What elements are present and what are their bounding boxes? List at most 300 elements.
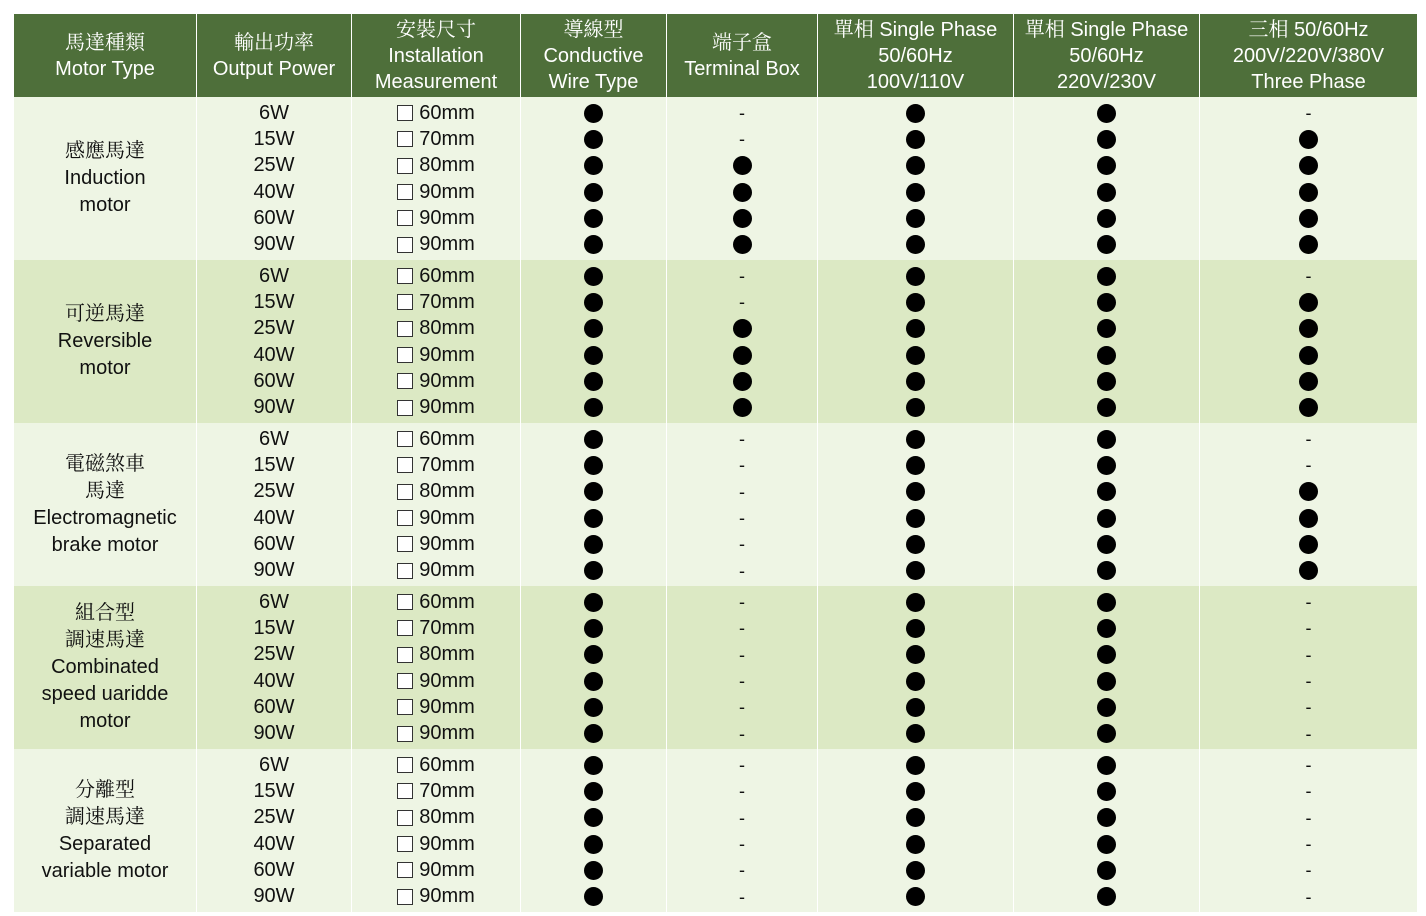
filled-dot-icon: [1097, 209, 1116, 228]
filled-dot-icon: [906, 887, 925, 906]
dash-mark: -: [1305, 781, 1312, 802]
terminal-cell: [667, 368, 817, 394]
size-value: 90mm: [419, 722, 475, 745]
checkbox-icon: [397, 400, 413, 416]
sp230-column: [1013, 749, 1199, 912]
header-output-power: 輸出功率 Output Power: [196, 14, 351, 97]
three-cell: [1200, 394, 1417, 420]
size-value: 90mm: [419, 885, 475, 908]
filled-dot-icon: [906, 398, 925, 417]
three-cell: [1200, 694, 1417, 720]
filled-dot-icon: [733, 156, 752, 175]
sp230-cell: [1014, 179, 1199, 205]
sp110-column: [817, 586, 1013, 749]
filled-dot-icon: [1097, 698, 1116, 717]
filled-dot-icon: [733, 183, 752, 202]
size-value: 80mm: [419, 806, 475, 829]
filled-dot-icon: [1097, 372, 1116, 391]
filled-dot-icon: [584, 346, 603, 365]
size-cell: [352, 126, 520, 152]
power-value: 15W: [253, 453, 295, 476]
sp110-cell: [818, 452, 1013, 478]
size-value: 90mm: [419, 695, 475, 718]
power-value: 15W: [253, 290, 295, 313]
sp230-cell: [1014, 668, 1199, 694]
filled-dot-icon: [584, 535, 603, 554]
sp110-cell: [818, 752, 1013, 778]
size-value: 60mm: [419, 101, 475, 124]
dash-mark: -: [1305, 592, 1312, 613]
sp230-cell: [1014, 153, 1199, 179]
size-cell: [352, 368, 520, 394]
sp230-cell: [1014, 778, 1199, 804]
checkbox-icon: [397, 810, 413, 826]
power-value: 60W: [253, 532, 295, 555]
size-cell: [352, 100, 520, 126]
size-cell: [352, 179, 520, 205]
filled-dot-icon: [1299, 482, 1318, 501]
filled-dot-icon: [1097, 672, 1116, 691]
dash-mark: -: [1305, 834, 1312, 855]
size-value: 80mm: [419, 317, 475, 340]
conductive-cell: [521, 205, 666, 231]
dash-mark: -: [739, 103, 745, 124]
dash-mark: -: [739, 886, 745, 907]
sp110-cell: [818, 316, 1013, 342]
sp110-column: [817, 97, 1013, 260]
size-cell: [352, 505, 520, 531]
sp110-cell: [818, 615, 1013, 641]
power-value: 90W: [253, 233, 295, 256]
three-cell: [1200, 231, 1417, 257]
filled-dot-icon: [906, 672, 925, 691]
filled-dot-icon: [1097, 724, 1116, 743]
sp110-cell: [818, 289, 1013, 315]
power-value: 25W: [253, 806, 295, 829]
dash-mark: -: [739, 292, 745, 313]
sp110-cell: [818, 720, 1013, 746]
sp230-cell: [1014, 883, 1199, 909]
sp110-cell: [818, 831, 1013, 857]
dash-mark: -: [1305, 860, 1312, 881]
filled-dot-icon: [1097, 861, 1116, 880]
conductive-column: [520, 260, 666, 423]
checkbox-icon: [397, 673, 413, 689]
sp230-column: [1013, 423, 1199, 586]
terminal-cell: [667, 778, 817, 804]
sp230-cell: [1014, 615, 1199, 641]
power-value: 60W: [253, 369, 295, 392]
filled-dot-icon: [584, 672, 603, 691]
filled-dot-icon: [906, 209, 925, 228]
dash-mark: -: [739, 266, 745, 287]
size-cell: [352, 615, 520, 641]
dash-mark: -: [1305, 455, 1312, 476]
conductive-cell: [521, 100, 666, 126]
conductive-cell: [521, 263, 666, 289]
filled-dot-icon: [584, 835, 603, 854]
filled-dot-icon: [1097, 130, 1116, 149]
dash-mark: -: [739, 697, 745, 718]
size-cell: [352, 857, 520, 883]
three-cell: [1200, 668, 1417, 694]
filled-dot-icon: [1097, 293, 1116, 312]
terminal-cell: [667, 153, 817, 179]
power-value: 25W: [253, 480, 295, 503]
size-value: 90mm: [419, 559, 475, 582]
three-cell: [1200, 752, 1417, 778]
power-value: 40W: [253, 506, 295, 529]
three-cell: [1200, 426, 1417, 452]
sp110-cell: [818, 205, 1013, 231]
size-value: 80mm: [419, 643, 475, 666]
terminal-cell: [667, 883, 817, 909]
conductive-cell: [521, 368, 666, 394]
three-column: [1199, 97, 1417, 260]
size-cell: [352, 394, 520, 420]
size-cell: [352, 752, 520, 778]
size-value: 70mm: [419, 290, 475, 313]
filled-dot-icon: [1097, 398, 1116, 417]
conductive-cell: [521, 694, 666, 720]
terminal-cell: [667, 179, 817, 205]
checkbox-icon: [397, 268, 413, 284]
power-value: 60W: [253, 206, 295, 229]
checkbox-icon: [397, 431, 413, 447]
checkbox-icon: [397, 647, 413, 663]
dash-mark: -: [1305, 618, 1312, 639]
power-value: 6W: [259, 101, 289, 124]
filled-dot-icon: [584, 156, 603, 175]
terminal-cell: [667, 668, 817, 694]
header-three-phase: 三相 50/60Hz 200V/220V/380V Three Phase: [1199, 14, 1417, 97]
checkbox-icon: [397, 594, 413, 610]
three-cell: [1200, 289, 1417, 315]
conductive-cell: [521, 153, 666, 179]
filled-dot-icon: [733, 398, 752, 417]
filled-dot-icon: [906, 156, 925, 175]
checkbox-icon: [397, 889, 413, 905]
filled-dot-icon: [584, 430, 603, 449]
filled-dot-icon: [906, 430, 925, 449]
filled-dot-icon: [1299, 509, 1318, 528]
size-cell: [352, 289, 520, 315]
size-cell: [352, 557, 520, 583]
filled-dot-icon: [1299, 209, 1318, 228]
size-value: 90mm: [419, 343, 475, 366]
sp230-column: [1013, 260, 1199, 423]
filled-dot-icon: [584, 456, 603, 475]
size-column: [351, 260, 520, 423]
checkbox-icon: [397, 184, 413, 200]
conductive-cell: [521, 557, 666, 583]
three-cell: [1200, 720, 1417, 746]
sp230-cell: [1014, 342, 1199, 368]
filled-dot-icon: [584, 209, 603, 228]
terminal-cell: [667, 479, 817, 505]
sp230-cell: [1014, 720, 1199, 746]
checkbox-icon: [397, 563, 413, 579]
dash-mark: -: [739, 834, 745, 855]
power-value: 40W: [253, 832, 295, 855]
filled-dot-icon: [1097, 319, 1116, 338]
three-cell: [1200, 589, 1417, 615]
terminal-cell: [667, 231, 817, 257]
dash-mark: -: [739, 807, 745, 828]
dash-mark: -: [1305, 103, 1312, 124]
sp230-cell: [1014, 100, 1199, 126]
dash-mark: -: [1305, 644, 1312, 665]
dash-mark: -: [739, 455, 745, 476]
filled-dot-icon: [906, 267, 925, 286]
sp110-cell: [818, 589, 1013, 615]
filled-dot-icon: [1299, 561, 1318, 580]
checkbox-icon: [397, 620, 413, 636]
three-cell: [1200, 531, 1417, 557]
checkbox-icon: [397, 347, 413, 363]
table-body: [14, 97, 1417, 912]
filled-dot-icon: [906, 782, 925, 801]
sp110-cell: [818, 126, 1013, 152]
power-column: [196, 586, 351, 749]
terminal-cell: [667, 642, 817, 668]
checkbox-icon: [397, 105, 413, 121]
terminal-cell: [667, 342, 817, 368]
size-value: 70mm: [419, 779, 475, 802]
three-column: [1199, 423, 1417, 586]
filled-dot-icon: [584, 645, 603, 664]
conductive-cell: [521, 231, 666, 257]
filled-dot-icon: [906, 346, 925, 365]
terminal-column: [666, 97, 817, 260]
sp230-cell: [1014, 126, 1199, 152]
size-value: 90mm: [419, 233, 475, 256]
sp110-cell: [818, 342, 1013, 368]
filled-dot-icon: [584, 561, 603, 580]
size-cell: [352, 720, 520, 746]
size-value: 90mm: [419, 206, 475, 229]
three-cell: [1200, 505, 1417, 531]
three-column: [1199, 260, 1417, 423]
size-column: [351, 586, 520, 749]
terminal-cell: [667, 720, 817, 746]
terminal-cell: [667, 694, 817, 720]
checkbox-icon: [397, 131, 413, 147]
filled-dot-icon: [1097, 156, 1116, 175]
sp230-cell: [1014, 857, 1199, 883]
sp110-cell: [818, 479, 1013, 505]
dash-mark: -: [1305, 266, 1312, 287]
conductive-cell: [521, 179, 666, 205]
filled-dot-icon: [1097, 183, 1116, 202]
filled-dot-icon: [906, 756, 925, 775]
power-value: 90W: [253, 559, 295, 582]
dash-mark: -: [739, 644, 745, 665]
filled-dot-icon: [1097, 346, 1116, 365]
size-value: 60mm: [419, 427, 475, 450]
conductive-column: [520, 97, 666, 260]
terminal-column: [666, 586, 817, 749]
conductive-cell: [521, 126, 666, 152]
sp110-cell: [818, 505, 1013, 531]
sp230-cell: [1014, 831, 1199, 857]
dash-mark: -: [739, 534, 745, 555]
dash-mark: -: [1305, 807, 1312, 828]
sp110-cell: [818, 531, 1013, 557]
checkbox-icon: [397, 457, 413, 473]
filled-dot-icon: [1097, 509, 1116, 528]
power-value: 90W: [253, 722, 295, 745]
size-column: [351, 97, 520, 260]
conductive-cell: [521, 316, 666, 342]
size-value: 70mm: [419, 616, 475, 639]
power-value: 6W: [259, 753, 289, 776]
power-value: 60W: [253, 858, 295, 881]
three-cell: [1200, 342, 1417, 368]
sp230-cell: [1014, 505, 1199, 531]
terminal-cell: [667, 316, 817, 342]
filled-dot-icon: [584, 509, 603, 528]
filled-dot-icon: [906, 724, 925, 743]
conductive-cell: [521, 342, 666, 368]
dash-mark: -: [1305, 723, 1312, 744]
motor-group: [14, 749, 1417, 912]
power-value: 60W: [253, 695, 295, 718]
filled-dot-icon: [906, 319, 925, 338]
filled-dot-icon: [584, 235, 603, 254]
filled-dot-icon: [584, 756, 603, 775]
filled-dot-icon: [1299, 372, 1318, 391]
sp110-cell: [818, 805, 1013, 831]
filled-dot-icon: [1299, 235, 1318, 254]
size-value: 90mm: [419, 506, 475, 529]
filled-dot-icon: [1299, 535, 1318, 554]
header-installation: 安裝尺寸 Installation Measurement: [351, 14, 520, 97]
filled-dot-icon: [733, 209, 752, 228]
three-cell: [1200, 316, 1417, 342]
conductive-cell: [521, 505, 666, 531]
motor-type-label: 感應馬達 Induction motor: [64, 140, 146, 216]
sp230-cell: [1014, 205, 1199, 231]
sp230-column: [1013, 586, 1199, 749]
checkbox-icon: [397, 210, 413, 226]
sp110-column: [817, 423, 1013, 586]
size-cell: [352, 668, 520, 694]
three-cell: [1200, 857, 1417, 883]
size-value: 90mm: [419, 532, 475, 555]
filled-dot-icon: [733, 346, 752, 365]
size-value: 90mm: [419, 180, 475, 203]
filled-dot-icon: [584, 398, 603, 417]
dash-mark: -: [739, 592, 745, 613]
three-cell: [1200, 153, 1417, 179]
power-value: 90W: [253, 396, 295, 419]
filled-dot-icon: [1097, 782, 1116, 801]
checkbox-icon: [397, 726, 413, 742]
dash-mark: -: [739, 129, 745, 150]
filled-dot-icon: [906, 593, 925, 612]
power-value: 25W: [253, 154, 295, 177]
sp110-cell: [818, 668, 1013, 694]
power-column: [196, 423, 351, 586]
filled-dot-icon: [906, 482, 925, 501]
size-cell: [352, 642, 520, 668]
size-value: 90mm: [419, 396, 475, 419]
conductive-cell: [521, 752, 666, 778]
sp110-cell: [818, 642, 1013, 668]
filled-dot-icon: [906, 561, 925, 580]
terminal-cell: [667, 531, 817, 557]
conductive-column: [520, 749, 666, 912]
terminal-cell: [667, 615, 817, 641]
dash-mark: -: [1305, 429, 1312, 450]
motor-group: [14, 260, 1417, 423]
filled-dot-icon: [906, 509, 925, 528]
conductive-cell: [521, 668, 666, 694]
conductive-cell: [521, 883, 666, 909]
dash-mark: -: [739, 781, 745, 802]
sp230-cell: [1014, 694, 1199, 720]
dash-mark: -: [1305, 886, 1312, 907]
filled-dot-icon: [1097, 645, 1116, 664]
filled-dot-icon: [584, 267, 603, 286]
sp230-cell: [1014, 452, 1199, 478]
sp230-cell: [1014, 316, 1199, 342]
sp110-cell: [818, 100, 1013, 126]
terminal-cell: [667, 557, 817, 583]
filled-dot-icon: [584, 104, 603, 123]
three-cell: [1200, 805, 1417, 831]
conductive-column: [520, 423, 666, 586]
checkbox-icon: [397, 321, 413, 337]
dash-mark: -: [739, 671, 745, 692]
filled-dot-icon: [1299, 156, 1318, 175]
sp110-cell: [818, 231, 1013, 257]
filled-dot-icon: [1097, 808, 1116, 827]
filled-dot-icon: [584, 724, 603, 743]
sp230-cell: [1014, 426, 1199, 452]
filled-dot-icon: [1097, 887, 1116, 906]
dash-mark: -: [739, 860, 745, 881]
checkbox-icon: [397, 484, 413, 500]
sp230-column: [1013, 97, 1199, 260]
terminal-column: [666, 749, 817, 912]
size-column: [351, 749, 520, 912]
filled-dot-icon: [1097, 235, 1116, 254]
conductive-cell: [521, 831, 666, 857]
filled-dot-icon: [1097, 267, 1116, 286]
conductive-cell: [521, 615, 666, 641]
motor-group: [14, 586, 1417, 749]
three-column: [1199, 749, 1417, 912]
filled-dot-icon: [1097, 535, 1116, 554]
size-value: 60mm: [419, 264, 475, 287]
filled-dot-icon: [1097, 482, 1116, 501]
filled-dot-icon: [1299, 319, 1318, 338]
filled-dot-icon: [906, 293, 925, 312]
conductive-cell: [521, 720, 666, 746]
power-column: [196, 97, 351, 260]
three-cell: [1200, 452, 1417, 478]
conductive-cell: [521, 857, 666, 883]
terminal-cell: [667, 831, 817, 857]
size-value: 60mm: [419, 753, 475, 776]
size-value: 90mm: [419, 832, 475, 855]
header-motor-type: 馬達種類 Motor Type: [55, 31, 155, 80]
terminal-cell: [667, 100, 817, 126]
power-value: 25W: [253, 317, 295, 340]
terminal-cell: [667, 505, 817, 531]
